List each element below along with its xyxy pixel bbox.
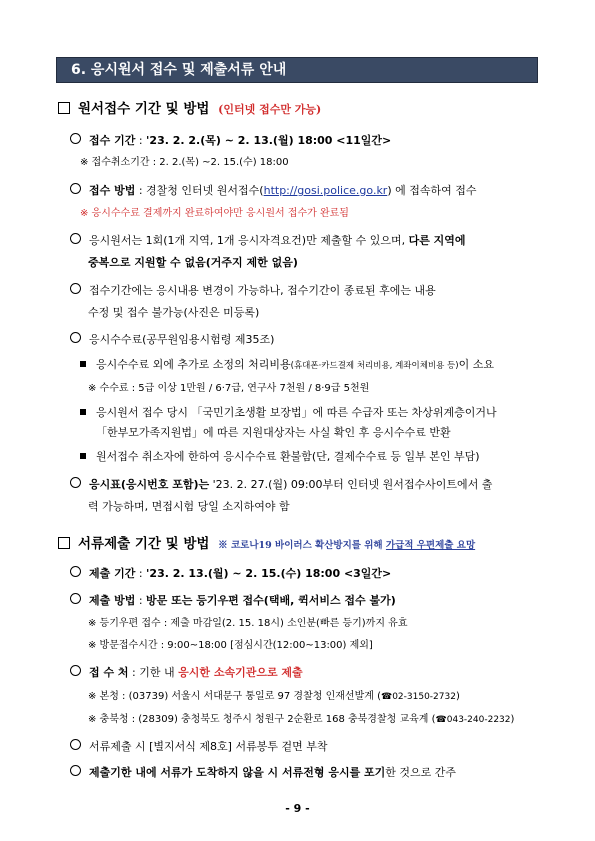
admission-ticket-cont: 력 가능하며, 면접시험 당일 소지하여야 함 (88, 500, 290, 513)
circle-bullet-icon (70, 183, 81, 194)
circle-bullet-icon (70, 477, 81, 488)
fee-cancel-refund: 원서접수 취소자에 한하여 응시수수료 환불함(단, 결제수수료 등 일부 본인 부담) (80, 449, 480, 465)
submission-method: 제출 방법 : 방문 또는 등기우편 접수(택배, 퀵서비스 접수 불가) (70, 593, 396, 609)
envelope-rule: 서류제출 시 [별지서식 제8호] 서류봉투 겉면 부착 (70, 739, 327, 755)
fee-amounts: ※ 수수료 : 5급 이상 1만원 / 6·7급, 연구사 7천원 / 8·9급 5천원 (88, 383, 370, 394)
fee-payment-warning: ※ 응시수수료 결제까지 완료하여야만 응시원서 접수가 완료됨 (80, 208, 349, 219)
circle-bullet-icon (70, 739, 81, 750)
phone-number: ☎02-3150-2732 (380, 692, 456, 702)
section-heading-documents: 서류제출 기간 및 방법 ※ 코로나19 바이러스 확산방지를 위해 가급적 우편제출 요망 (58, 536, 475, 554)
change-rule: 접수기간에는 응시내용 변경이 가능하나, 접수기간이 종료된 후에는 내용 (70, 283, 436, 299)
fee-extra-cost: 응시수수료 외에 추가로 소정의 처리비용(휴대폰·카드결제 처리비용, 계좌이체비용 등)이 소요 (80, 357, 494, 374)
single-application-rule: 응시원서는 1회(1개 지역, 1개 응시자격요건)만 제출할 수 있으며, 다른 지역에 (70, 233, 466, 249)
submission-period: 제출 기간 : '23. 2. 13.(월) ~ 2. 15.(수) 18:00 <3일간> (70, 566, 391, 582)
submission-place: 접 수 처 : 기한 내 응시한 소속기관으로 제출 (70, 665, 303, 681)
checkbox-square-icon (58, 102, 70, 114)
circle-bullet-icon (70, 133, 81, 144)
circle-bullet-icon (70, 332, 81, 343)
fee-heading: 응시수수료(공무원임용시험령 제35조) (70, 332, 274, 348)
late-submission-rule: 제출기한 내에 서류가 도착하지 않을 시 서류전형 응시를 포기한 것으로 간주 (70, 765, 456, 781)
visit-hours: ※ 방문접수시간 : 9:00~18:00 [점심시간(12:00~13:00) 제외] (88, 640, 373, 651)
application-period: 접수 기간 : '23. 2. 2.(목) ~ 2. 13.(월) 18:00 <11일간> (70, 133, 391, 149)
square-bullet-icon (80, 409, 86, 415)
fee-refund-cont: 「한부모가족지원법」에 따른 지원대상자는 사실 확인 후 응시수수료 반환 (96, 426, 451, 439)
circle-bullet-icon (70, 593, 81, 604)
section-heading-application: 원서접수 기간 및 방법 (인터넷 접수만 가능) (58, 101, 321, 118)
gosi-link[interactable]: http://gosi.police.go.kr (263, 184, 388, 197)
square-bullet-icon (80, 453, 86, 459)
phone-number: ☎043-240-2232 (435, 715, 511, 725)
circle-bullet-icon (70, 665, 81, 676)
fee-refund: 응시원서 접수 당시 「국민기초생활 보장법」에 따른 수급자 또는 차상위계층이거나 (80, 405, 497, 421)
covid-note: ※ 코로나19 바이러스 확산방지를 위해 가급적 우편제출 요망 (218, 540, 476, 551)
circle-bullet-icon (70, 283, 81, 294)
single-application-rule-cont: 중복으로 지원할 수 없음(거주지 제한 없음) (88, 256, 298, 269)
mail-deadline: ※ 등기우편 접수 : 제출 마감일(2. 15. 18시) 소인분(빠른 등기)까지 유효 (88, 618, 408, 629)
online-only-note: (인터넷 접수만 가능) (218, 103, 322, 116)
page-number: - 9 - (285, 802, 310, 815)
section-title-bar: 6. 응시원서 접수 및 제출서류 안내 (56, 57, 538, 83)
admission-ticket: 응시표(응시번호 포함)는 '23. 2. 27.(월) 09:00부터 인터넷 원서접수사이트에서 출 (70, 477, 492, 493)
square-bullet-icon (80, 361, 86, 367)
circle-bullet-icon (70, 566, 81, 577)
application-method: 접수 방법 : 경찰청 인터넷 원서접수(http://gosi.police.go.kr) 에 접속하여 접수 (70, 183, 477, 199)
circle-bullet-icon (70, 233, 81, 244)
hq-address: ※ 본청 : (03739) 서울시 서대문구 통일로 97 경찰청 인재선발계 (☎02-3150-2732) (88, 691, 460, 702)
change-rule-cont: 수정 및 접수 불가능(사진은 미등록) (88, 306, 260, 319)
checkbox-square-icon (58, 537, 70, 549)
circle-bullet-icon (70, 765, 81, 776)
cancel-period: ※ 접수취소기간 : 2. 2.(목) ~2. 15.(수) 18:00 (80, 157, 289, 168)
chungbuk-address: ※ 충북청 : (28309) 충청북도 청주시 청원구 2순환로 168 충북경찰청 교육계 (☎043-240-2232) (88, 714, 515, 725)
